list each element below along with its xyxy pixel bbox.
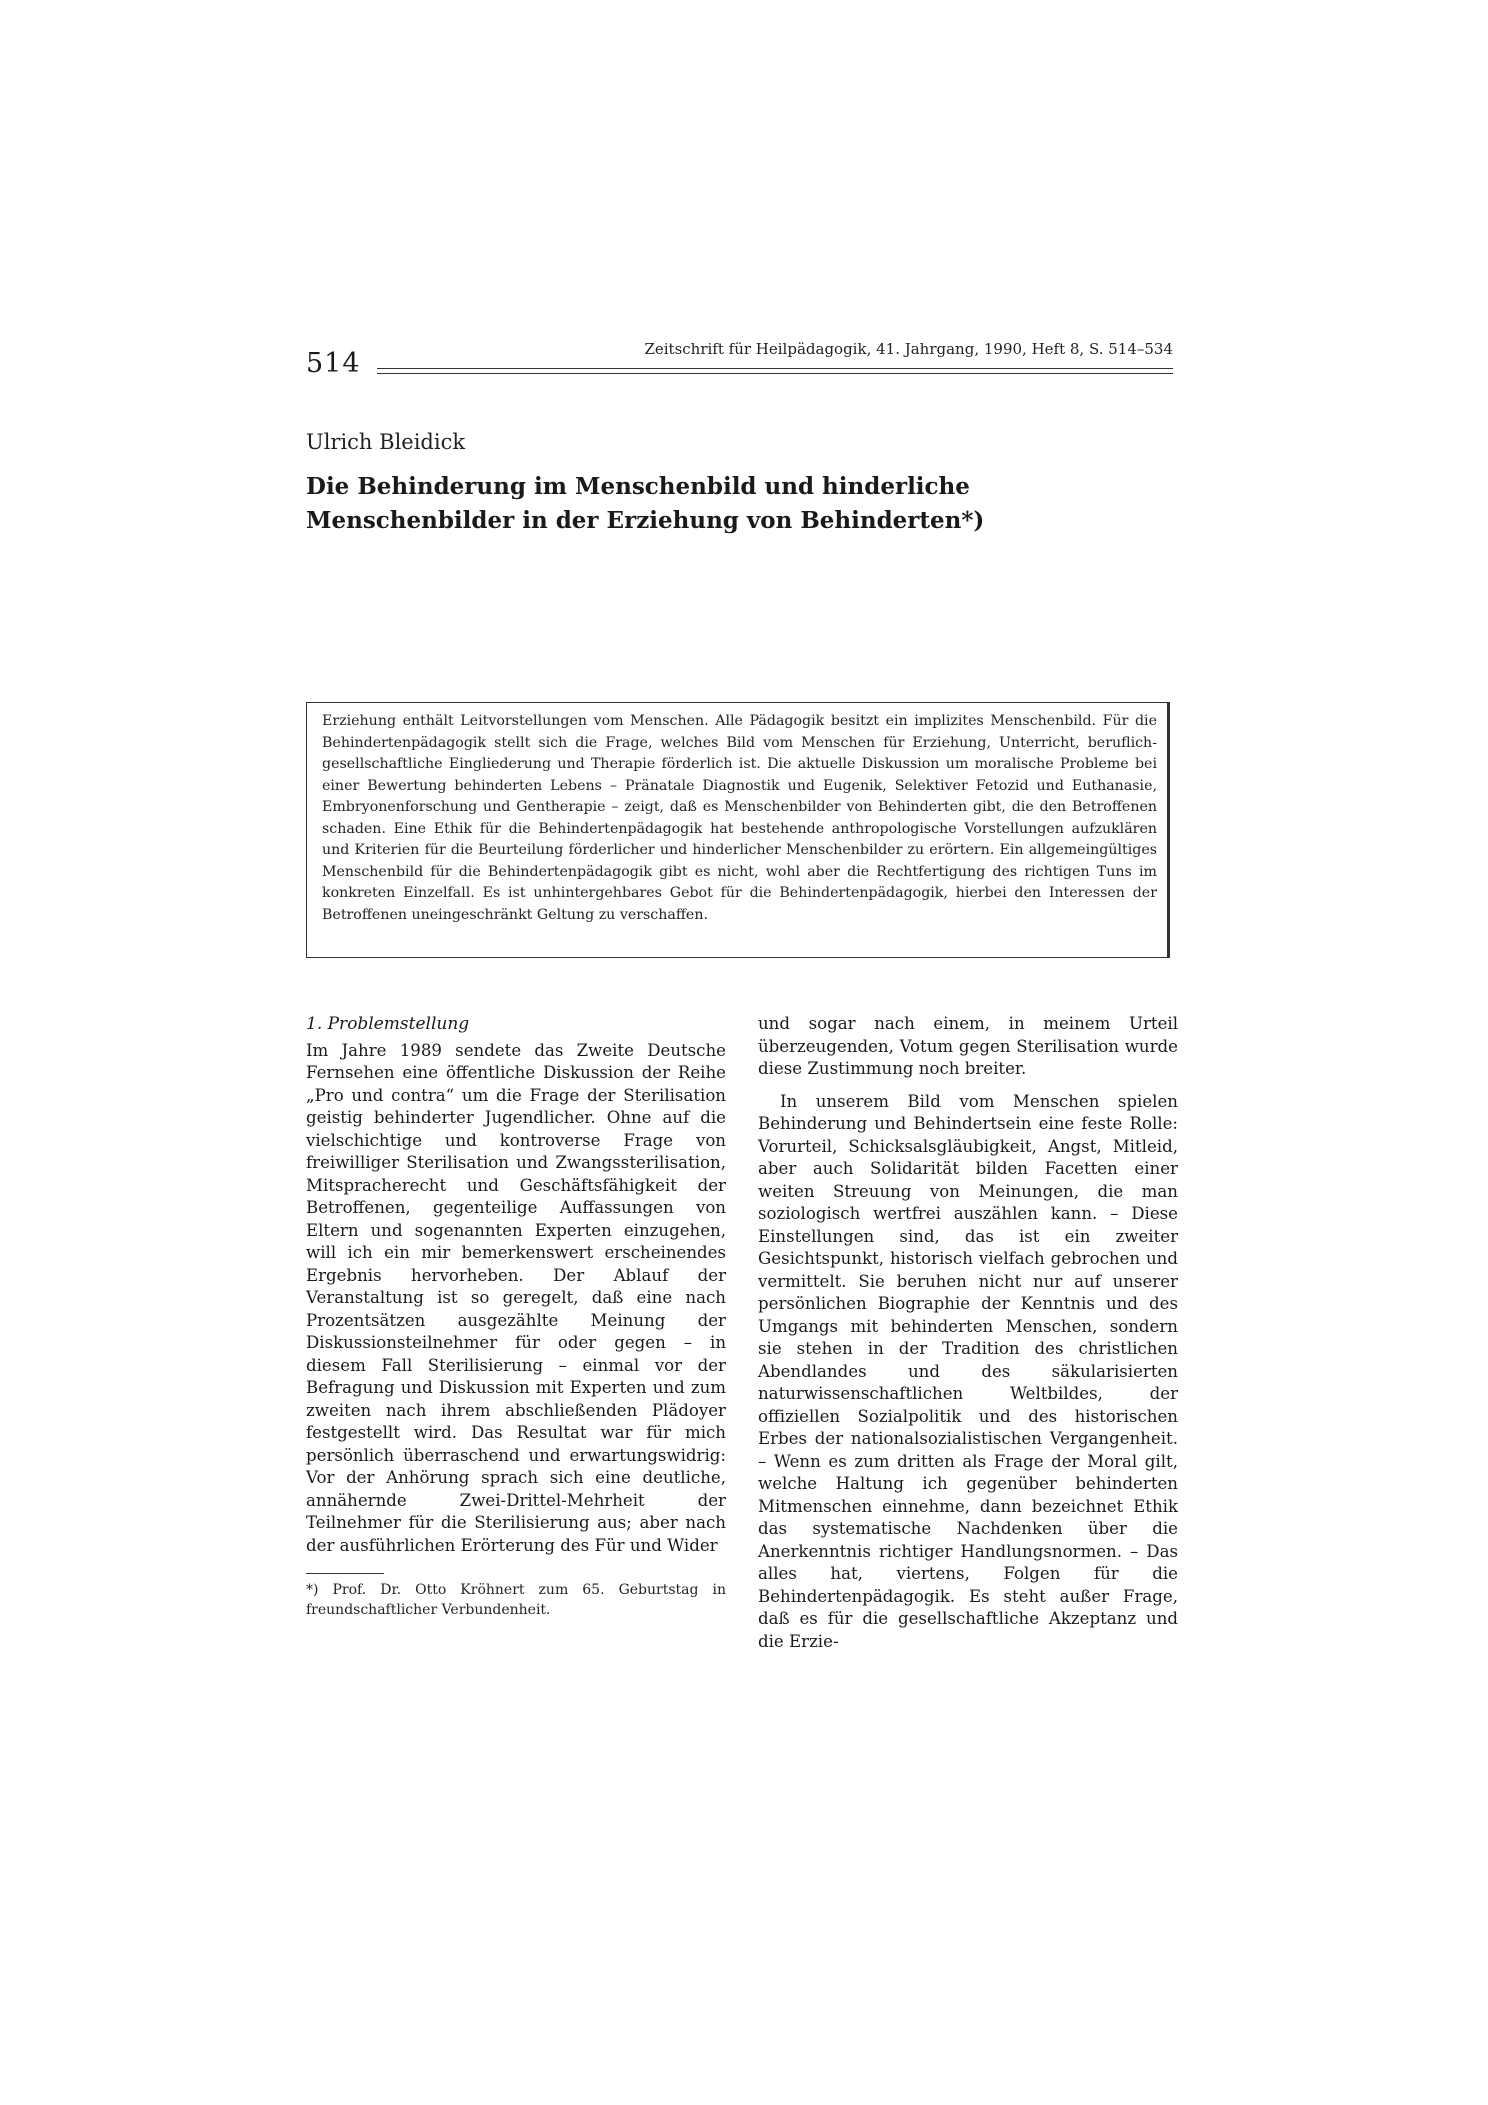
left-column-paragraph: Im Jahre 1989 sendete das Zweite Deutsche Fernsehen eine öffentliche Diskussion der Reihe „Pro und contra“ um die Frage der Sterilisation geistig behinderter Jugendlicher. Ohne auf die vielschichtige und kontroverse Frage von freiwilliger Sterilisation und Zwangssterilisation, Mitspracherecht und Geschäftsfähigkeit der Betroffenen, gegenteilige Auffassungen von Eltern und sogenannten Experten einzugehen, will ich ein mir bemerkenswert erscheinendes Ergebnis hervorheben. Der Ablauf der Veranstaltung ist so geregelt, daß eine nach Prozentsätzen ausgezählte Meinung der Diskussionsteilnehmer für oder gegen – in diesem Fall Sterilisierung – einmal vor der Befragung und Diskussion mit Experten und zum zweiten nach ihrem abschließenden Plädoyer festgestellt wird. Das Resultat war für mich persönlich überraschend und erwartungswidrig: Vor der Anhörung sprach sich eine deutliche, annähernde Zwei-Drittel-Mehrheit der Teilnehmer für die Sterilisierung aus; aber nach der ausführlichen Erörterung des Für und Wider xyxy=(306,1040,726,1555)
article-title: Die Behinderung im Menschenbild und hinderliche Menschenbilder in der Erziehung von Behinderten*) xyxy=(306,473,985,534)
header-rule-bottom xyxy=(377,373,1173,374)
right-column-paragraph-1: und sogar nach einem, in meinem Urteil überzeugenden, Votum gegen Sterilisation wurde diese Zustimmung noch breiter. xyxy=(758,1014,1178,1078)
article-author: Ulrich Bleidick xyxy=(306,430,466,454)
left-column xyxy=(306,1013,726,1620)
right-column xyxy=(758,1013,1178,1653)
abstract-text: Erziehung enthält Leitvorstellungen vom Menschen. Alle Pädagogik besitzt ein implizites Menschenbild. Für die Behindertenpädagogik stellt sich die Frage, welches Bild vom Menschen für Erziehung, Unterricht, beruflich-gesellschaftliche Eingliederung und Therapie förderlich ist. Die aktuelle Diskussion um moralische Probleme bei einer Bewertung behinderten Lebens – Pränatale Diagnostik und Eugenik, Selektiver Fetozid und Euthanasie, Embryonenforschung und Gentherapie – zeigt, daß es Menschenbilder von Behinderten gibt, die den Betroffenen schaden. Eine Ethik für die Behindertenpädagogik hat bestehende anthropologische Vorstellungen aufzuklären und Kriterien für die Beurteilung förderlicher und hinderlicher Menschenbilder zu erörtern. Ein allgemeingültiges Menschenbild für die Behindertenpädagogik gibt es nicht, wohl aber die Rechtfertigung des richtigen Tuns im konkreten Einzelfall. Es ist unhintergehbares Gebot für die Behindertenpädagogik, hierbei den Interessen der Betroffenen uneingeschränkt Geltung zu verschaffen. xyxy=(322,713,1157,923)
journal-reference: Zeitschrift für Heilpädagogik, 41. Jahrgang, 1990, Heft 8, S. 514–534 xyxy=(644,340,1173,358)
section-heading: 1. Problemstellung xyxy=(306,1014,470,1034)
header-rule-top xyxy=(377,368,1173,369)
abstract-box xyxy=(306,702,1170,958)
footnote-divider xyxy=(306,1573,384,1574)
right-column-paragraph-2: In unserem Bild vom Menschen spielen Behinderung und Behindertsein eine feste Rolle: Vorurteil, Schicksalsgläubigkeit, Angst, Mitleid, aber auch Solidarität bilden Facetten einer weiten Streuung von Meinungen, die man soziologisch wertfrei auszählen kann. – Diese Einstellungen sind, das ist ein zweiter Gesichtspunkt, historisch vielfach gebrochen und vermittelt. Sie beruhen nicht nur auf unserer persönlichen Biographie der Kenntnis und des Umgangs mit behinderten Menschen, sondern sie stehen in der Tradition des christlichen Abendlandes und des säkularisierten naturwissenschaftlichen Weltbildes, der offiziellen Sozialpolitik und des historischen Erbes der nationalsozialistischen Vergangenheit. – Wenn es zum dritten als Frage der Moral gilt, welche Haltung ich gegenüber behinderten Mitmenschen einnehme, dann bezeichnet Ethik das systematische Nachdenken über die Anerkenntnis richtiger Handlungsnormen. – Das alles hat, viertens, Folgen für die Behindertenpädagogik. Es steht außer Frage, daß es für die gesellschaftliche Akzeptanz und die Erzie- xyxy=(758,1091,1178,1651)
footnote: *) Prof. Dr. Otto Kröhnert zum 65. Geburtstag in freundschaftlicher Verbundenheit. xyxy=(306,1582,726,1618)
page-number: 514 xyxy=(306,348,361,379)
